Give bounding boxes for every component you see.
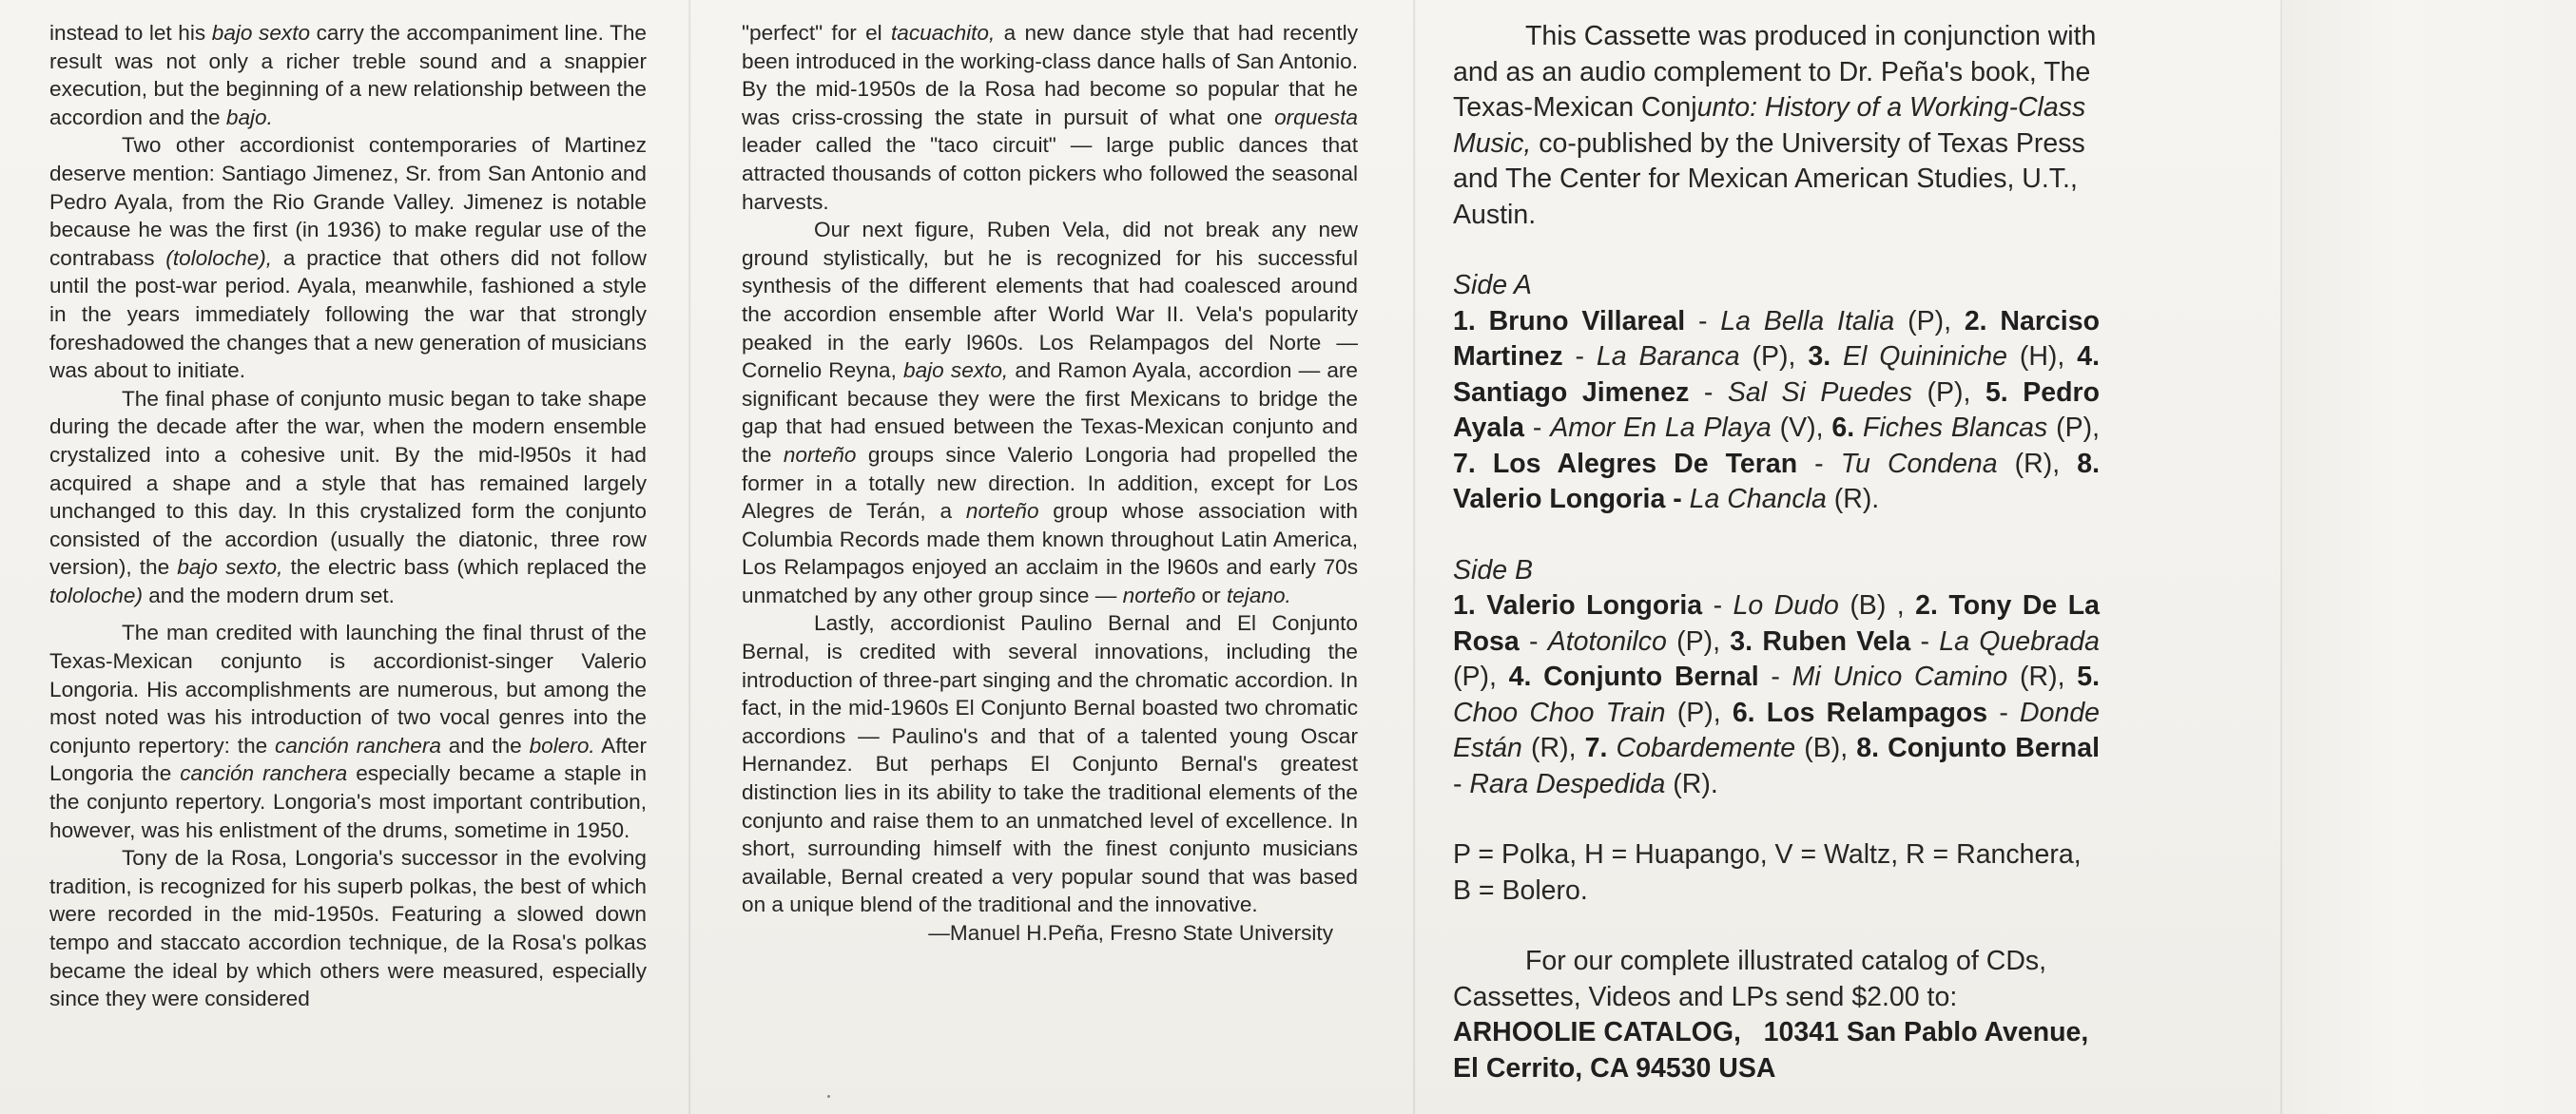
italic-term: (tololoche), [165, 245, 273, 270]
italic-term: bajo. [225, 105, 273, 129]
catalog-address: ARHOOLIE CATALOG, 10341 San Pablo Avenue, El Cerrito, CA 94530 USA [1453, 1017, 2097, 1084]
liner-notes-column-1 [49, 19, 647, 1013]
italic-term: canción ranchera [180, 761, 348, 786]
catalog-offer: For our complete illustrated catalog of CDs, Cassettes, Videos and LPs send $2.00 to: [1453, 946, 2047, 1012]
side-a-heading: Side A [1453, 270, 1532, 300]
paragraph: The man credited with launching the final thrust of the Texas-Mexican conjunto is accordionist-singer Valerio Longoria. His accomplishments are numerous, but among the most noted was his introduction of two vocal genres into the conjunto repertory: the canción ranchera and the bolero. After Longoria the canción ranchera especially became a staple in the conjunto repertory. Longoria's most important contribution, however, was his enlistment of the drums, sometime in 1950. [49, 621, 648, 842]
paragraph: Our next figure, Ruben Vela, did not break any new ground stylistically, but he is recognized for his successful synthesis of the different elements that had coalesced around the accordion ensemble after World War II. Vela's popularity peaked in the early l960s. Los Relampagos del Norte — Cornelio Reyna, bajo sexto, and Ramon Ayala, accordion — are significant because they were the first Mexicans to bridge the gap that had ensued between the Texas-Mexican conjunto and the norteño groups since Valerio Longoria had propelled the former in a totally new direction. In addition, except for Los Alegres de Terán, a norteño group whose association with Columbia Records made them known throughout Latin America, Los Relampagos enjoyed an acclaim in the l960s and early 70s unmatched by any other group since — norteño or tejano. [742, 218, 1358, 607]
fold-line [1413, 0, 1416, 1114]
spacer [49, 609, 647, 619]
side-a-tracklist: 1. Bruno Villareal - La Bella Italia (P), 2. Narciso Martinez - La Baranca (P), 3. El Quininiche (H), 4. Santiago Jimenez - Sal Si Puedes (P), 5. Pedro Ayala - Amor En La Playa (V), 6. Fiches Blancas (P), 7. Los Alegres De Teran - Tu Condena (R), 8. Valerio Longoria - La Chancla (R). [1453, 305, 2101, 514]
paragraph: "perfect" for el tacuachito, a new dance style that had recently been introduced in the working-class dance halls of San Antonio. By the mid-1950s de la Rosa had become so popular that he was criss-crossing the state in pursuit of what one orquesta leader called the "taco circuit" — large public dances that attracted thousands of cotton pickers who followed the seasonal harvests. [742, 21, 1358, 214]
paragraph: The final phase of conjunto music began to take shape during the decade after the war, when the modern ensemble crystalized into a cohesive unit. By the mid-l950s it had acquired a shape and a style that has remained largely unchanged to this day. In this crystalized form the conjunto consisted of the accordion (usually the diatonic, three row version), the bajo sexto, the electric bass (which replaced the tololoche) and the modern drum set. [49, 386, 647, 607]
italic-term: norteño [783, 442, 857, 467]
italic-term: tacuachito, [891, 21, 996, 45]
paper-speck [827, 1095, 830, 1098]
side-b-tracklist: 1. Valerio Longoria - Lo Dudo (B) , 2. Tony De La Rosa - Atotonilco (P), 3. Ruben Vela - La Quebrada (P), 4. Conjunto Bernal - Mi Unico Camino (R), 5. Choo Choo Train (P), 6. Los Relampagos - Donde Están (R), 7. Cobardemente (B), 8. Conjunto Bernal - Rara Despedida (R). [1453, 590, 2101, 799]
italic-term: canción ranchera [275, 733, 441, 758]
fold-line [688, 0, 691, 1114]
genre-legend: P = Polka, H = Huapango, V = Waltz, R = Ranchera, B = Bolero. [1453, 839, 2082, 906]
cassette-info-panel [1453, 19, 2100, 1086]
paragraph: Lastly, accordionist Paulino Bernal and El Conjunto Bernal, is credited with several innovations, including the introduction of three-part singing and the chromatic accordion. In fact, in the mid-1960s El Conjunto Bernal boasted two chromatic accordions — Paulino's and that of a talented young Oscar Hernandez. But perhaps El Conjunto Bernal's greatest distinction lies in its ability to take the traditional elements of the conjunto and raise them to an unmatched level of excellence. In short, surrounding himself with the finest conjunto musicians available, Bernal created a very popular sound that was based on a unique blend of the traditional and the innovative. [742, 611, 1358, 917]
side-b-heading: Side B [1453, 554, 1533, 586]
italic-term: bajo sexto, [903, 358, 1009, 383]
italic-term: bolero. [529, 733, 595, 758]
italic-term: bajo sexto, [177, 555, 283, 580]
italic-term: tololoche) [49, 583, 143, 607]
liner-notes-column-2 [742, 19, 1358, 948]
italic-term: norteño [965, 499, 1039, 524]
paragraph: instead to let his bajo sexto carry the accompaniment line. The result was not only a richer treble sound and a snappier execution, but the beginning of a new relationship between the accordion and the bajo. [49, 21, 647, 129]
production-note: This Cassette was produced in conjunction with and as an audio complement to Dr. Peña's book, The Texas-Mexican Conjunto: History of a Working-Class Music, co-published by the University of Texas Press and The Center for Mexican American Studies, U.T., Austin. [1453, 21, 2097, 230]
italic-term: norteño [1122, 583, 1196, 607]
author-signature: —Manuel H.Peña, Fresno State University [928, 921, 1333, 945]
blank-spine-panel [2283, 0, 2576, 1114]
italic-term: tejano. [1226, 583, 1291, 607]
italic-term: bajo sexto [211, 21, 311, 45]
paragraph: Tony de la Rosa, Longoria's successor in the evolving tradition, is recognized for his superb polkas, the best of which were recorded in the mid-1950s. Featuring a slowed down tempo and staccato accordion technique, de la Rosa's polkas became the ideal by which others were measured, especially since they were considered [49, 846, 647, 1011]
paragraph: Two other accordionist contemporaries of Martinez deserve mention: Santiago Jimenez, Sr. from San Antonio and Pedro Ayala, from the Rio Grande Valley. Jimenez is notable because he was the first (in 1936) to make regular use of the contrabass (tololoche), a practice that others did not follow until the post-war period. Ayala, meanwhile, fashioned a style in the years immediately following the war that strongly foreshadowed the changes that a new generation of musicians was about to initiate. [49, 133, 647, 383]
fold-line [2280, 0, 2283, 1114]
italic-term: orquesta [1274, 105, 1358, 129]
